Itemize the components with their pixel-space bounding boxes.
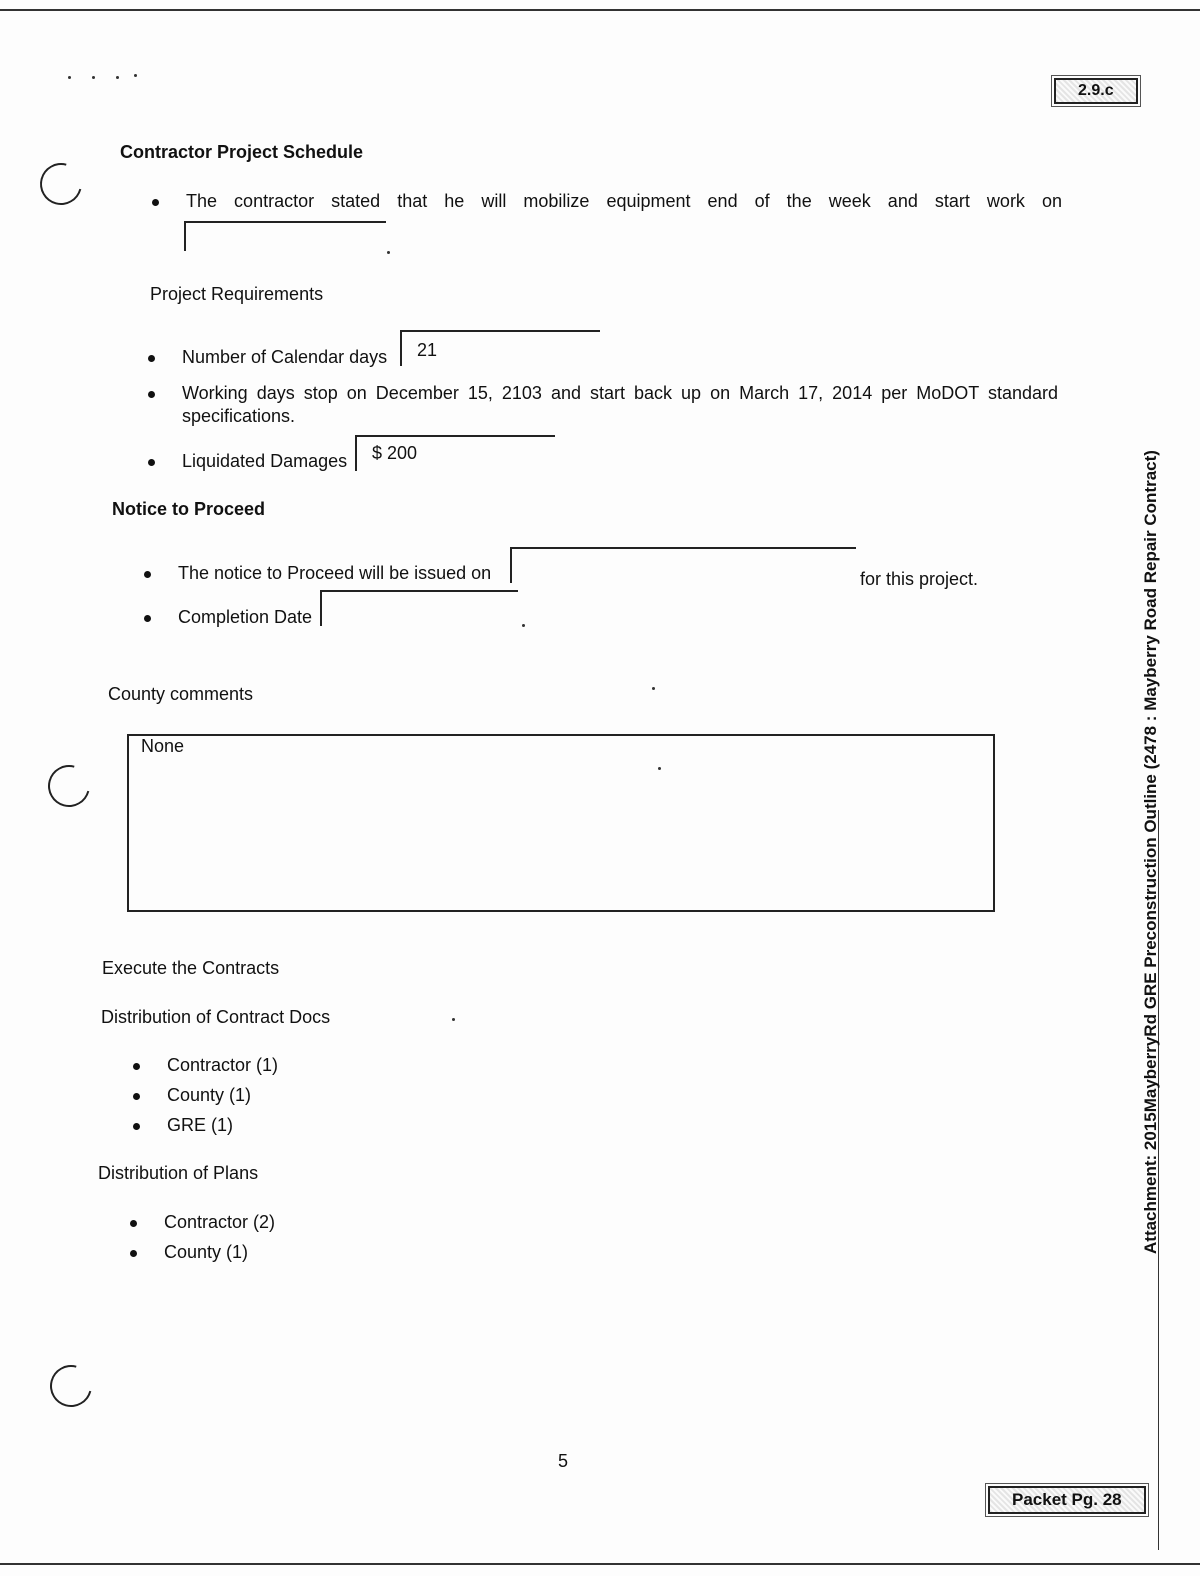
scan-dot [134, 74, 137, 77]
attachment-vertical-text: Attachment: 2015MayberryRd GRE Preconstruction Outline (2478 : Mayberry Road Repair Contract) [1141, 450, 1160, 1254]
list-item: Contractor (1) [167, 1055, 279, 1075]
punch-hole-icon [40, 757, 97, 814]
requirements-heading: Project Requirements [150, 284, 324, 304]
scan-dot [452, 1018, 455, 1021]
bottom-rule [0, 1563, 1200, 1565]
working-days-line2: specifications. [182, 406, 296, 426]
calendar-days-label: Number of Calendar days [182, 347, 388, 367]
notice-date-field[interactable] [510, 547, 856, 583]
punch-hole-icon [42, 1357, 99, 1414]
list-item: GRE (1) [167, 1115, 234, 1135]
completion-date-label: Completion Date [178, 607, 313, 627]
top-badge: 2.9.c [1054, 78, 1138, 104]
list-item: County (1) [164, 1242, 249, 1262]
working-days-line: Working days stop on December 15, 2103 and start back up on March 17, 2014 per MoDOT standard [182, 383, 1058, 403]
punch-hole-icon [32, 155, 89, 212]
schedule-line: The contractor stated that he will mobilize equipment end of the week and start work on [186, 191, 1062, 211]
scan-dot [68, 76, 71, 79]
notice-issued-label: The notice to Proceed will be issued on [178, 563, 492, 583]
page-number: 5 [558, 1451, 569, 1471]
comments-box[interactable] [127, 734, 995, 912]
notice-issued-suffix: for this project. [860, 569, 979, 589]
plans-heading: Distribution of Plans [98, 1163, 259, 1183]
scan-dot [658, 767, 661, 770]
completion-date-field[interactable] [320, 590, 518, 626]
calendar-days-value: 21 [417, 340, 438, 360]
scan-dot [652, 687, 655, 690]
schedule-heading: Contractor Project Schedule [120, 142, 364, 162]
scan-dot [116, 76, 119, 79]
comments-value: None [141, 736, 185, 756]
start-work-field[interactable] [184, 221, 386, 251]
comments-heading: County comments [108, 684, 254, 704]
period-dot [387, 251, 390, 254]
liquidated-damages-value: $ 200 [372, 443, 418, 463]
scan-dot [92, 76, 95, 79]
list-item: Contractor (2) [164, 1212, 276, 1232]
liquidated-damages-label: Liquidated Damages [182, 451, 348, 471]
contract-docs-heading: Distribution of Contract Docs [101, 1007, 331, 1027]
top-rule [0, 9, 1200, 11]
notice-heading: Notice to Proceed [112, 499, 266, 519]
packet-page-badge: Packet Pg. 28 [988, 1486, 1146, 1514]
execute-heading: Execute the Contracts [102, 958, 280, 978]
list-item: County (1) [167, 1085, 252, 1105]
period-dot [522, 624, 525, 627]
